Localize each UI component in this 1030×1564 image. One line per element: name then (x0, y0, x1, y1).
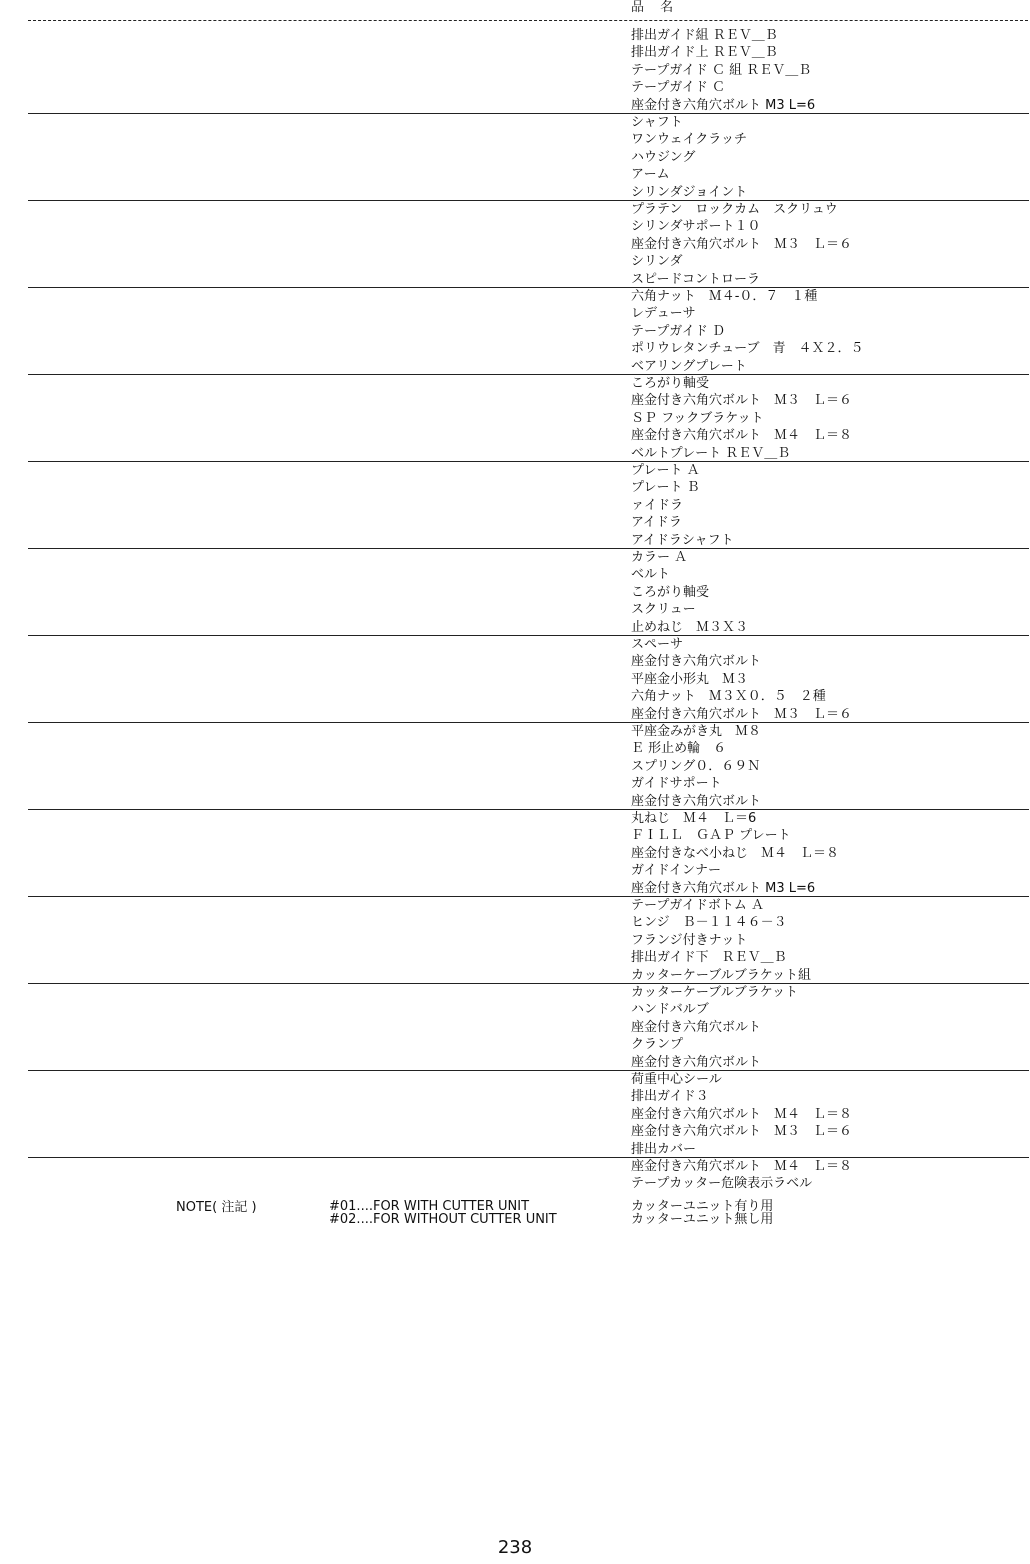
part-name: ＳＰ フックブラケット (631, 410, 764, 426)
parts-group (0, 636, 1030, 723)
part-name: レデューサ (631, 306, 696, 322)
part-name: 排出ガイド組 ＲＥＶ＿Ｂ (631, 28, 778, 43)
part-name: 座金付き六角穴ボルト (631, 793, 762, 809)
parts-group (0, 288, 1030, 375)
part-name: 座金付き六角穴ボルト Ｍ３ Ｌ＝６ (631, 393, 853, 409)
part-name: アーム (631, 167, 670, 183)
part-name: 座金付き六角穴ボルト M3 L=6 (631, 880, 816, 896)
part-name: ベアリングプレート (631, 358, 747, 374)
parts-group (0, 375, 1030, 462)
part-name: 座金付き六角穴ボルト (631, 1054, 762, 1070)
part-name: テープガイドボトム Ａ (631, 898, 764, 913)
parts-group (0, 897, 1030, 984)
part-name: ガイドサポート (631, 776, 722, 792)
part-name: 荷重中心シール (631, 1072, 722, 1087)
part-name: 座金付きなべ小ねじ Ｍ４ Ｌ＝８ (631, 845, 840, 861)
part-name: 排出ガイド下 ＲＥＶ＿Ｂ (631, 950, 787, 966)
part-name: テープガイド Ｃ (631, 80, 725, 96)
part-name: ころがり軸受 (631, 584, 710, 600)
part-name: カラー Ａ (631, 550, 688, 565)
part-name: カッターケーブルブラケット (631, 985, 799, 1000)
part-name: 排出ガイド３ (631, 1089, 709, 1105)
part-name: 座金付き六角穴ボルト Ｍ４ Ｌ＝８ (631, 1159, 853, 1174)
part-name: ポリウレタンチューブ 青 ４Ｘ２．５ (631, 341, 864, 357)
part-name: 排出ガイド上 ＲＥＶ＿Ｂ (631, 45, 778, 61)
part-name: 六角ナット Ｍ３Ｘ０．５ ２種 (631, 689, 826, 705)
part-name: シリンダサポート１０ (631, 219, 761, 235)
part-name: 座金付き六角穴ボルト (631, 654, 762, 670)
part-name: プラテン ロックカム スクリュウ (631, 202, 838, 217)
part-name: プレート Ｂ (631, 480, 700, 496)
part-name: スペーサ (631, 637, 684, 652)
note-label: NOTE( 注記 ) (176, 1200, 257, 1215)
part-name: スクリュー (631, 602, 696, 618)
parts-groups (0, 27, 1030, 1245)
parts-group (0, 114, 1030, 201)
part-name: ＦＩＬＬ ＧＡＰ プレート (631, 828, 791, 844)
part-name: クランプ (631, 1037, 684, 1053)
part-name: 平座金みがき丸 Ｍ８ (631, 724, 762, 739)
part-name: テープガイド Ｃ 組 ＲＥＶ＿Ｂ (631, 62, 812, 78)
part-name: 平座金小形丸 Ｍ３ (631, 671, 749, 687)
part-name: シリンダ (631, 254, 683, 270)
page-number: 238 (497, 1537, 533, 1558)
part-name: 座金付き六角穴ボルト (631, 1019, 762, 1035)
part-name: シリンダジョイント (631, 184, 748, 200)
part-name: アイドラシャフト (631, 532, 734, 548)
parts-group (0, 810, 1030, 897)
part-name: 座金付き六角穴ボルト Ｍ３ Ｌ＝６ (631, 706, 853, 722)
part-name: ハンドバルブ (631, 1002, 709, 1018)
parts-group (0, 27, 1030, 114)
column-title: 品 名 (631, 0, 680, 15)
part-name: プレート Ａ (631, 463, 700, 478)
part-name: 止めねじ Ｍ３Ｘ３ (631, 619, 749, 635)
part-name: ハウジング (631, 149, 696, 165)
parts-group (0, 1071, 1030, 1158)
parts-group (0, 462, 1030, 549)
part-name: ァイドラ (631, 497, 684, 513)
note-description-1: カッターユニット有り用 (631, 1199, 774, 1214)
note-code-1: #01....FOR WITH CUTTER UNIT (329, 1199, 530, 1214)
part-name: スピードコントローラ (631, 271, 760, 287)
part-name: アイドラ (631, 515, 682, 531)
part-name: ベルトプレート ＲＥＶ＿Ｂ (631, 445, 791, 461)
dashed-header-rule (28, 20, 1028, 21)
parts-group (0, 201, 1030, 288)
note-code-2: #02....FOR WITHOUT CUTTER UNIT (329, 1212, 557, 1227)
part-name: 座金付き六角穴ボルト Ｍ４ Ｌ＝８ (631, 428, 853, 444)
part-name: 丸ねじ Ｍ４ Ｌ＝6 (631, 811, 757, 826)
part-name: フランジ付きナット (631, 932, 748, 948)
part-name: シャフト (631, 115, 683, 130)
part-name: 六角ナット Ｍ４-０．７ １種 (631, 289, 818, 304)
part-name: ベルト (631, 567, 671, 583)
part-name: 座金付き六角穴ボルト M3 L=6 (631, 97, 816, 113)
part-name: 座金付き六角穴ボルト Ｍ３ Ｌ＝６ (631, 236, 853, 252)
part-name: 座金付き六角穴ボルト Ｍ４ Ｌ＝８ (631, 1106, 853, 1122)
parts-group (0, 984, 1030, 1071)
part-name: スプリング０．６９Ｎ (631, 758, 761, 774)
part-name: カッターケーブルブラケット組 (631, 967, 812, 983)
parts-group (0, 549, 1030, 636)
part-name: 座金付き六角穴ボルト Ｍ３ Ｌ＝６ (631, 1124, 853, 1140)
part-name: ガイドインナー (631, 863, 721, 879)
part-name: テープカッター危険表示ラベル (631, 1176, 813, 1192)
note-description-2: カッターユニット無し用 (631, 1212, 774, 1227)
notes-section (0, 1198, 1030, 1234)
part-name: ヒンジ Ｂ－１１４６－３ (631, 915, 787, 931)
part-name: テープガイド Ｄ (631, 323, 725, 339)
parts-group (0, 723, 1030, 810)
part-name: Ｅ 形止め輪 ６ (631, 741, 727, 757)
part-name: 排出カバー (631, 1141, 697, 1157)
part-name: ころがり軸受 (631, 376, 710, 391)
part-name: ワンウェイクラッチ (631, 132, 747, 148)
